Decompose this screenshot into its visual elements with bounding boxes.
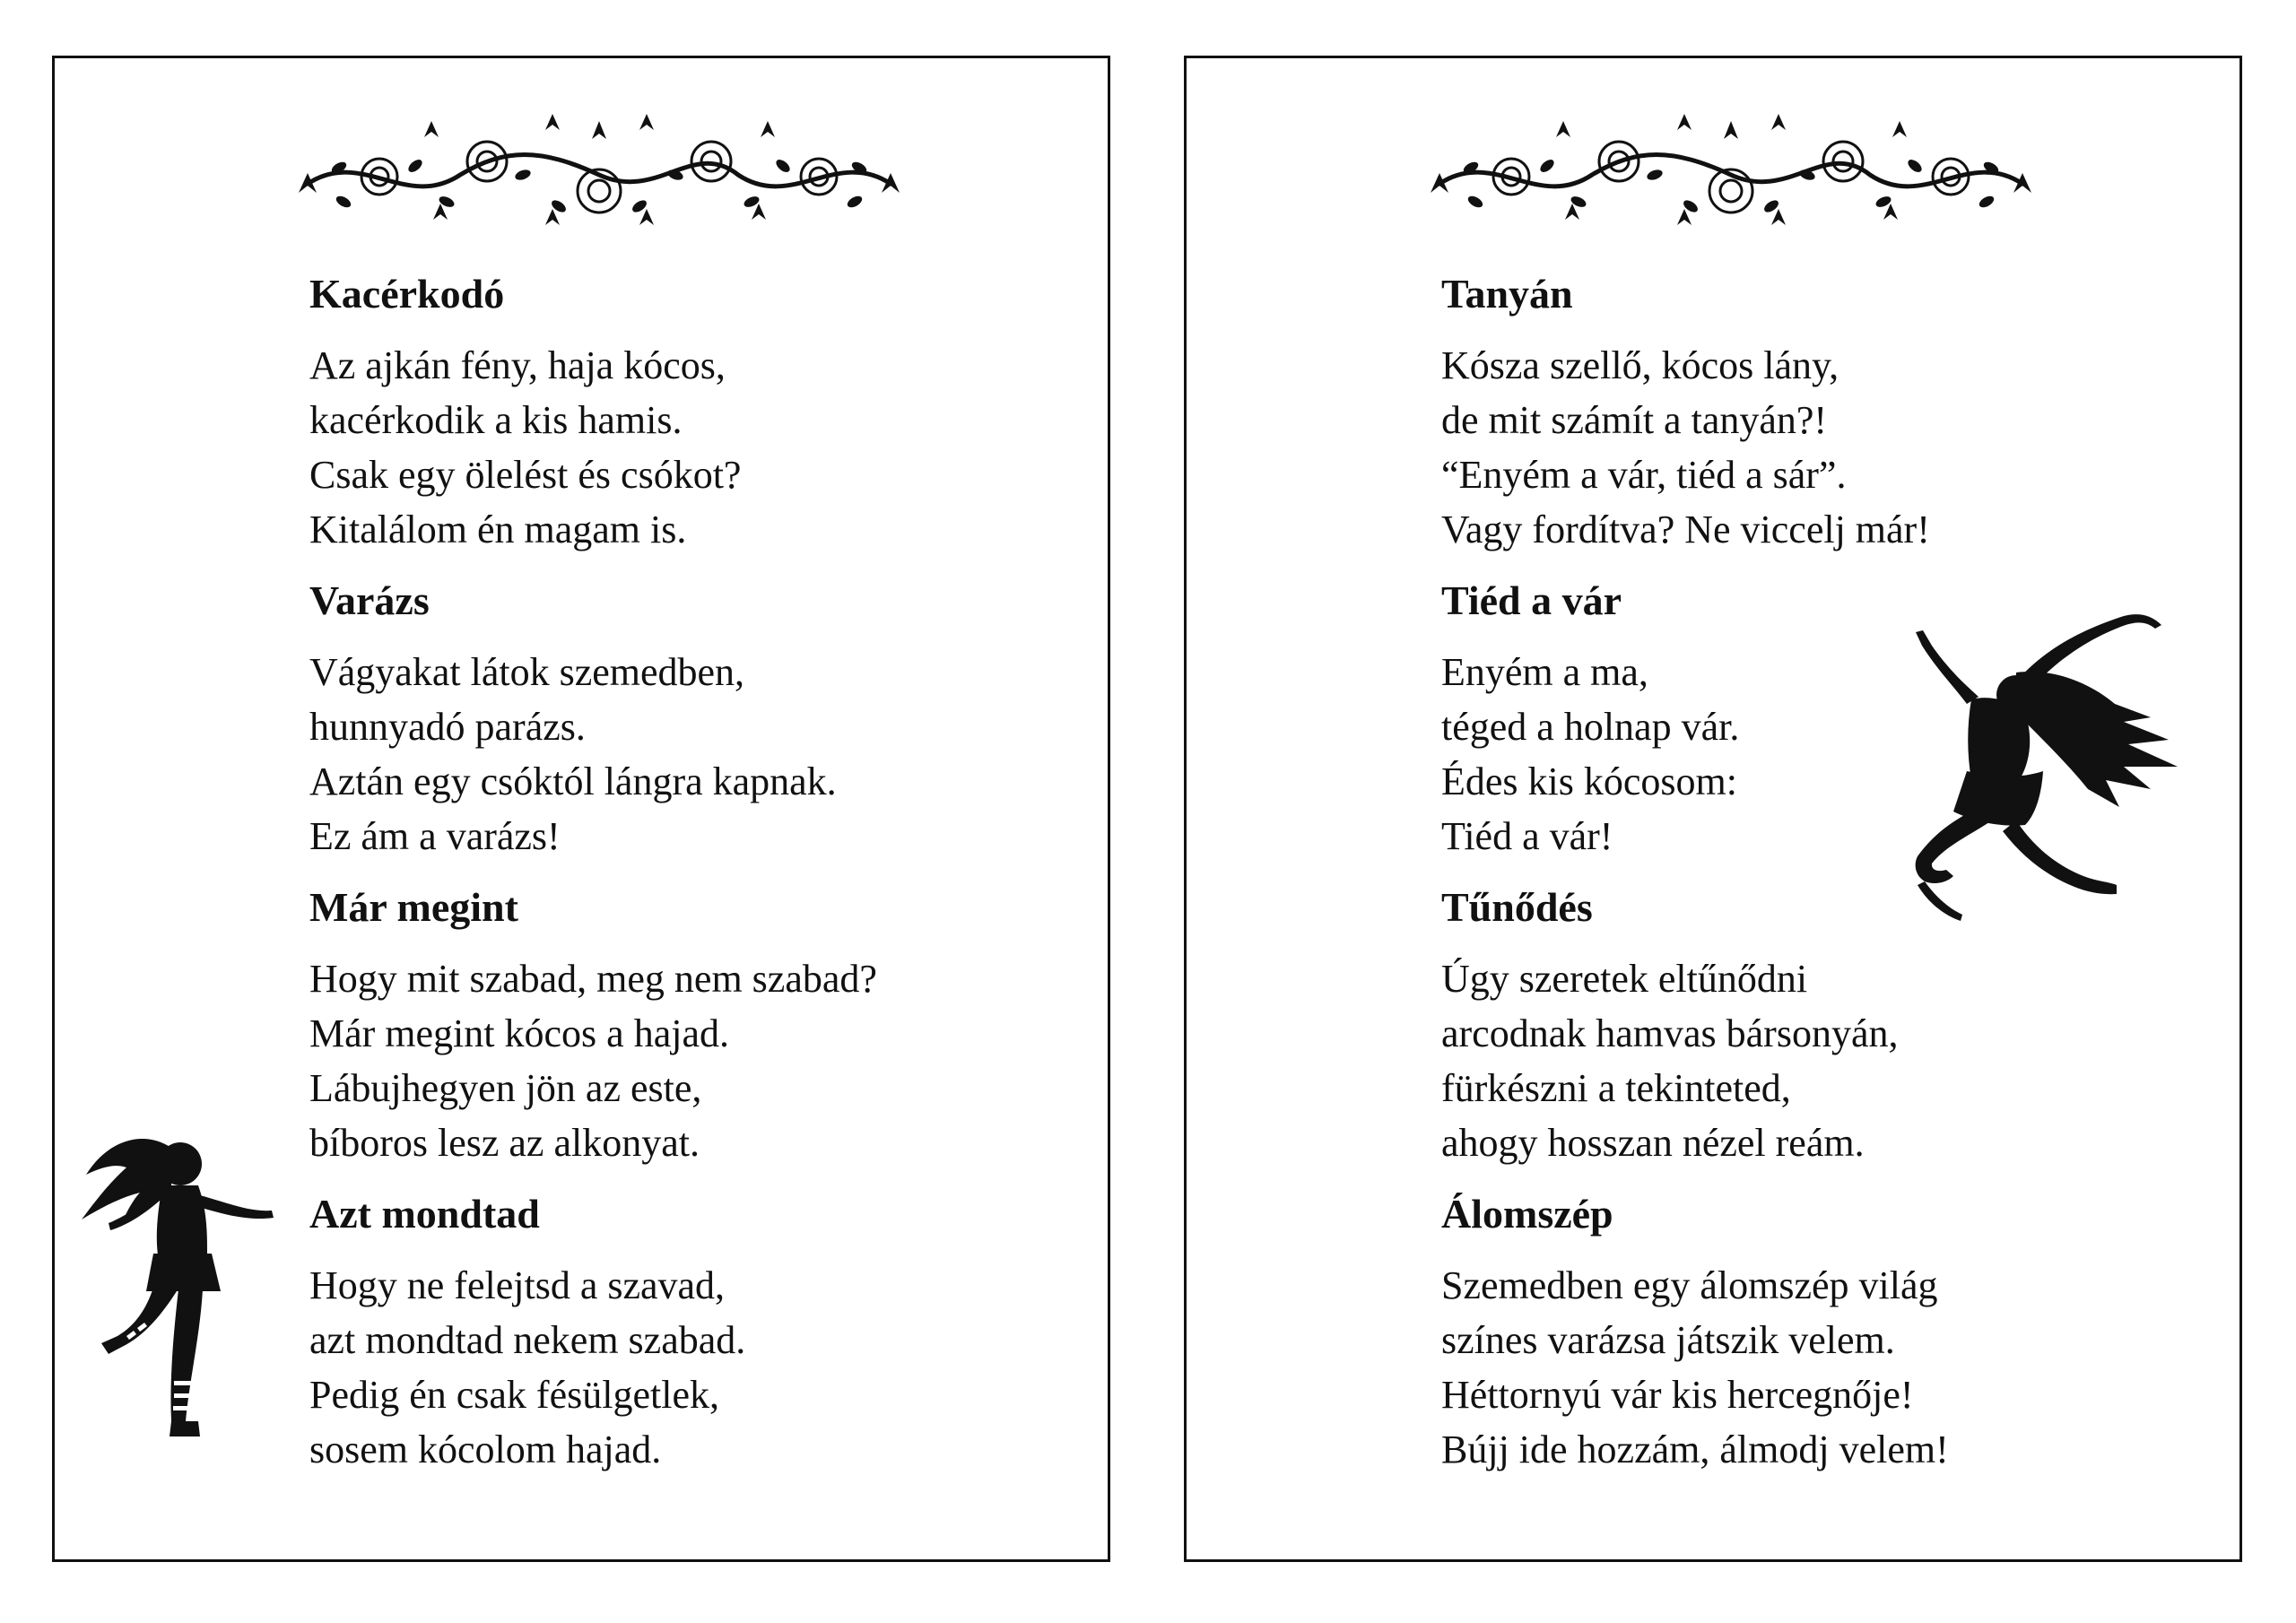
poem-stanza	[309, 338, 1081, 557]
poem-line: Vágyakat látok szemedben,	[309, 650, 745, 694]
poem-line: bíboros lesz az alkonyat.	[309, 1121, 700, 1165]
poem-line: színes varázsa játszik velem.	[1441, 1318, 1895, 1362]
right-page	[1184, 56, 2242, 1562]
poem-line: Bújj ide hozzám, álmodj velem!	[1441, 1428, 1949, 1471]
poem	[1441, 266, 2213, 557]
poem-line: Ez ám a varázs!	[309, 814, 561, 858]
poem-line: de mit számít a tanyán?!	[1441, 398, 1828, 442]
poem-line: sosem kócolom hajad.	[309, 1428, 662, 1471]
poem-line: kacérkodik a kis hamis.	[309, 398, 683, 442]
poem-stanza	[1441, 338, 2213, 557]
poem-line: Hogy ne felejtsd a szavad,	[309, 1263, 726, 1307]
poem-line: Csak egy ölelést és csókot?	[309, 453, 742, 497]
poem-title: Álomszép	[1441, 1191, 1613, 1237]
poem-line: Úgy szeretek eltűnődni	[1441, 957, 1808, 1001]
poem	[309, 880, 1081, 1170]
poem-line: Szemedben egy álomszép világ	[1441, 1263, 1938, 1307]
running-girl-silhouette-icon	[73, 1112, 279, 1488]
poem-line: arcodnak hamvas bársonyán,	[1441, 1011, 1899, 1055]
poem-line: Pedig én csak fésülgetlek,	[309, 1373, 719, 1417]
floral-vine-ornament-icon	[290, 112, 909, 233]
poem-title: Tanyán	[1441, 271, 1573, 317]
poem-line: Kitalálom én magam is.	[309, 508, 687, 551]
poem-title: Tűnődés	[1441, 884, 1593, 930]
poem-stanza	[309, 951, 1081, 1170]
poem	[309, 1186, 1081, 1477]
poem-title: Varázs	[309, 577, 430, 623]
poem-line: Aztán egy csóktól lángra kapnak.	[309, 759, 837, 803]
poem-stanza	[309, 645, 1081, 864]
poem-list	[309, 266, 1081, 1493]
poem-line: Édes kis kócosom:	[1441, 759, 1737, 803]
floral-vine-ornament-icon	[1422, 112, 2040, 233]
poem-line: Már megint kócos a hajad.	[309, 1011, 729, 1055]
poem-line: fürkészni a tekinteted,	[1441, 1066, 1791, 1110]
poem-line: “Enyém a vár, tiéd a sár”.	[1441, 453, 1847, 497]
poem-title: Kacérkodó	[309, 271, 505, 317]
poem-title: Azt mondtad	[309, 1191, 540, 1237]
poem	[309, 573, 1081, 864]
poem-stanza	[309, 1258, 1081, 1477]
poem-title: Már megint	[309, 884, 518, 930]
poem-line: ahogy hosszan nézel reám.	[1441, 1121, 1865, 1165]
poem-line: Lábujhegyen jön az este,	[309, 1066, 702, 1110]
poem-stanza	[1441, 1258, 2213, 1477]
poem	[1441, 1186, 2213, 1477]
poem-line: Tiéd a vár!	[1441, 814, 1613, 858]
poem-stanza	[1441, 951, 2213, 1170]
poem-line: azt mondtad nekem szabad.	[309, 1318, 746, 1362]
poem-line: Vagy fordítva? Ne viccelj már!	[1441, 508, 1930, 551]
poem-line: Az ajkán fény, haja kócos,	[309, 343, 726, 387]
poem-line: Hogy mit szabad, meg nem szabad?	[309, 957, 877, 1001]
poem-line: Enyém a ma,	[1441, 650, 1648, 694]
poem-line: hunnyadó parázs.	[309, 705, 586, 749]
poem-title: Tiéd a vár	[1441, 577, 1622, 623]
poem-line: Héttornyú vár kis hercegnője!	[1441, 1373, 1914, 1417]
poem-line: Kósza szellő, kócos lány,	[1441, 343, 1839, 387]
poem	[309, 266, 1081, 557]
left-page	[52, 56, 1110, 1562]
dancing-girl-silhouette-icon	[1882, 596, 2200, 933]
poem-line: téged a holnap vár.	[1441, 705, 1740, 749]
